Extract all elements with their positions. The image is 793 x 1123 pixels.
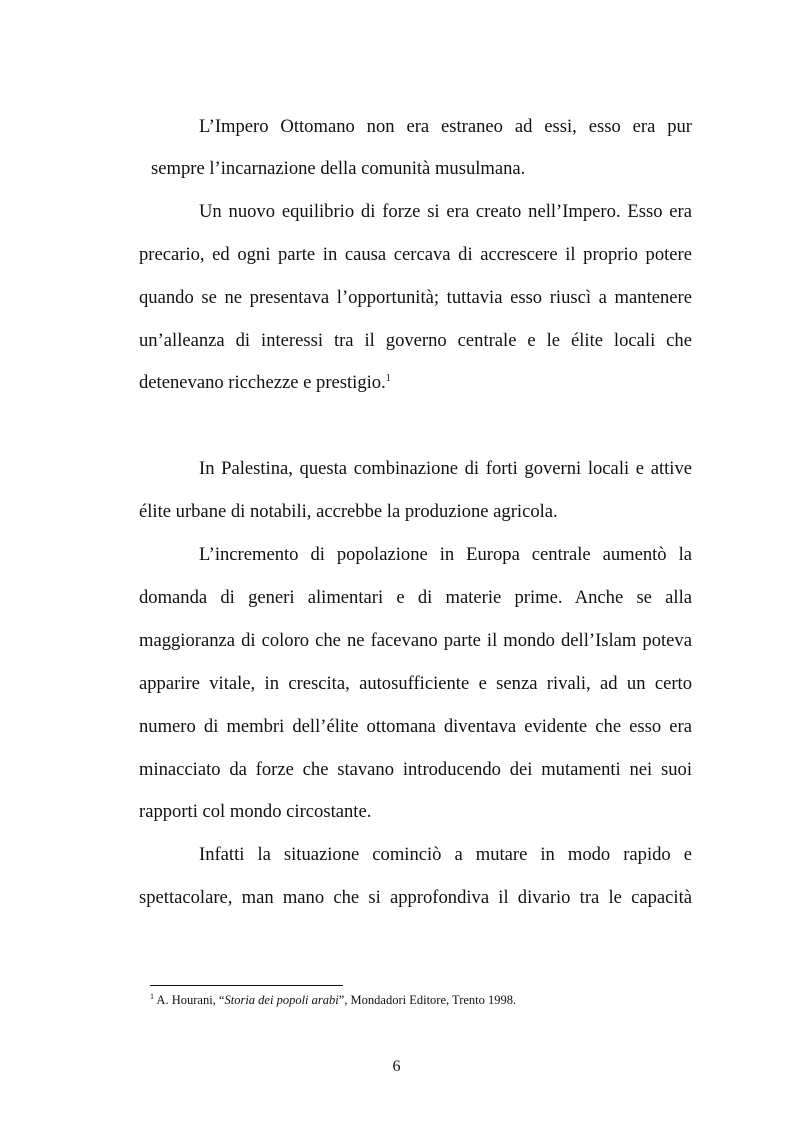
text-line: apparire vitale, in crescita, autosufficiente e senza rivali, ad un certo <box>139 673 692 694</box>
text-line: L’Impero Ottomano non era estraneo ad essi, esso era pur <box>199 116 692 137</box>
text-line: un’alleanza di interessi tra il governo centrale e le élite locali che <box>139 330 692 351</box>
footnote-separator <box>150 985 343 986</box>
text-line-with-footnote-ref <box>139 371 692 395</box>
text-line: In Palestina, questa combinazione di forti governi locali e attive <box>199 458 692 479</box>
text-line: spettacolare, man mano che si approfondiva il divario tra le capacità <box>139 887 692 908</box>
text-line: detenevano ricchezze e prestigio. <box>139 372 386 393</box>
text-line: quando se ne presentava l’opportunità; tuttavia esso riuscì a mantenere <box>139 287 692 308</box>
text-line: domanda di generi alimentari e di materie prime. Anche se alla <box>139 587 692 608</box>
text-line: precario, ed ogni parte in causa cercava di accrescere il proprio potere <box>139 244 692 265</box>
text-line: maggioranza di coloro che ne facevano parte il mondo dell’Islam poteva <box>139 630 692 651</box>
text-line: rapporti col mondo circostante. <box>139 801 372 822</box>
footnote-reference[interactable]: 1 <box>385 373 391 384</box>
footnote-text: A. Hourani, “ <box>154 993 225 1007</box>
text-line: L’incremento di popolazione in Europa centrale aumentò la <box>199 544 692 565</box>
text-line: Infatti la situazione cominciò a mutare in modo rapido e <box>199 844 692 865</box>
footnote <box>150 991 516 1009</box>
footnote-title: Storia dei popoli arabi <box>224 993 339 1007</box>
text-line: élite urbane di notabili, accrebbe la produzione agricola. <box>139 501 558 522</box>
text-line: Un nuovo equilibrio di forze si era creato nell’Impero. Esso era <box>199 201 692 222</box>
text-line: minacciato da forze che stavano introducendo dei mutamenti nei suoi <box>139 759 692 780</box>
text-line: numero di membri dell’élite ottomana diventava evidente che esso era <box>139 716 692 737</box>
page-number: 6 <box>392 1058 401 1075</box>
footnote-number: 1 <box>150 992 154 1001</box>
text-line: sempre l’incarnazione della comunità musulmana. <box>151 158 526 179</box>
footnote-text: ”, Mondadori Editore, Trento 1998. <box>338 993 517 1007</box>
